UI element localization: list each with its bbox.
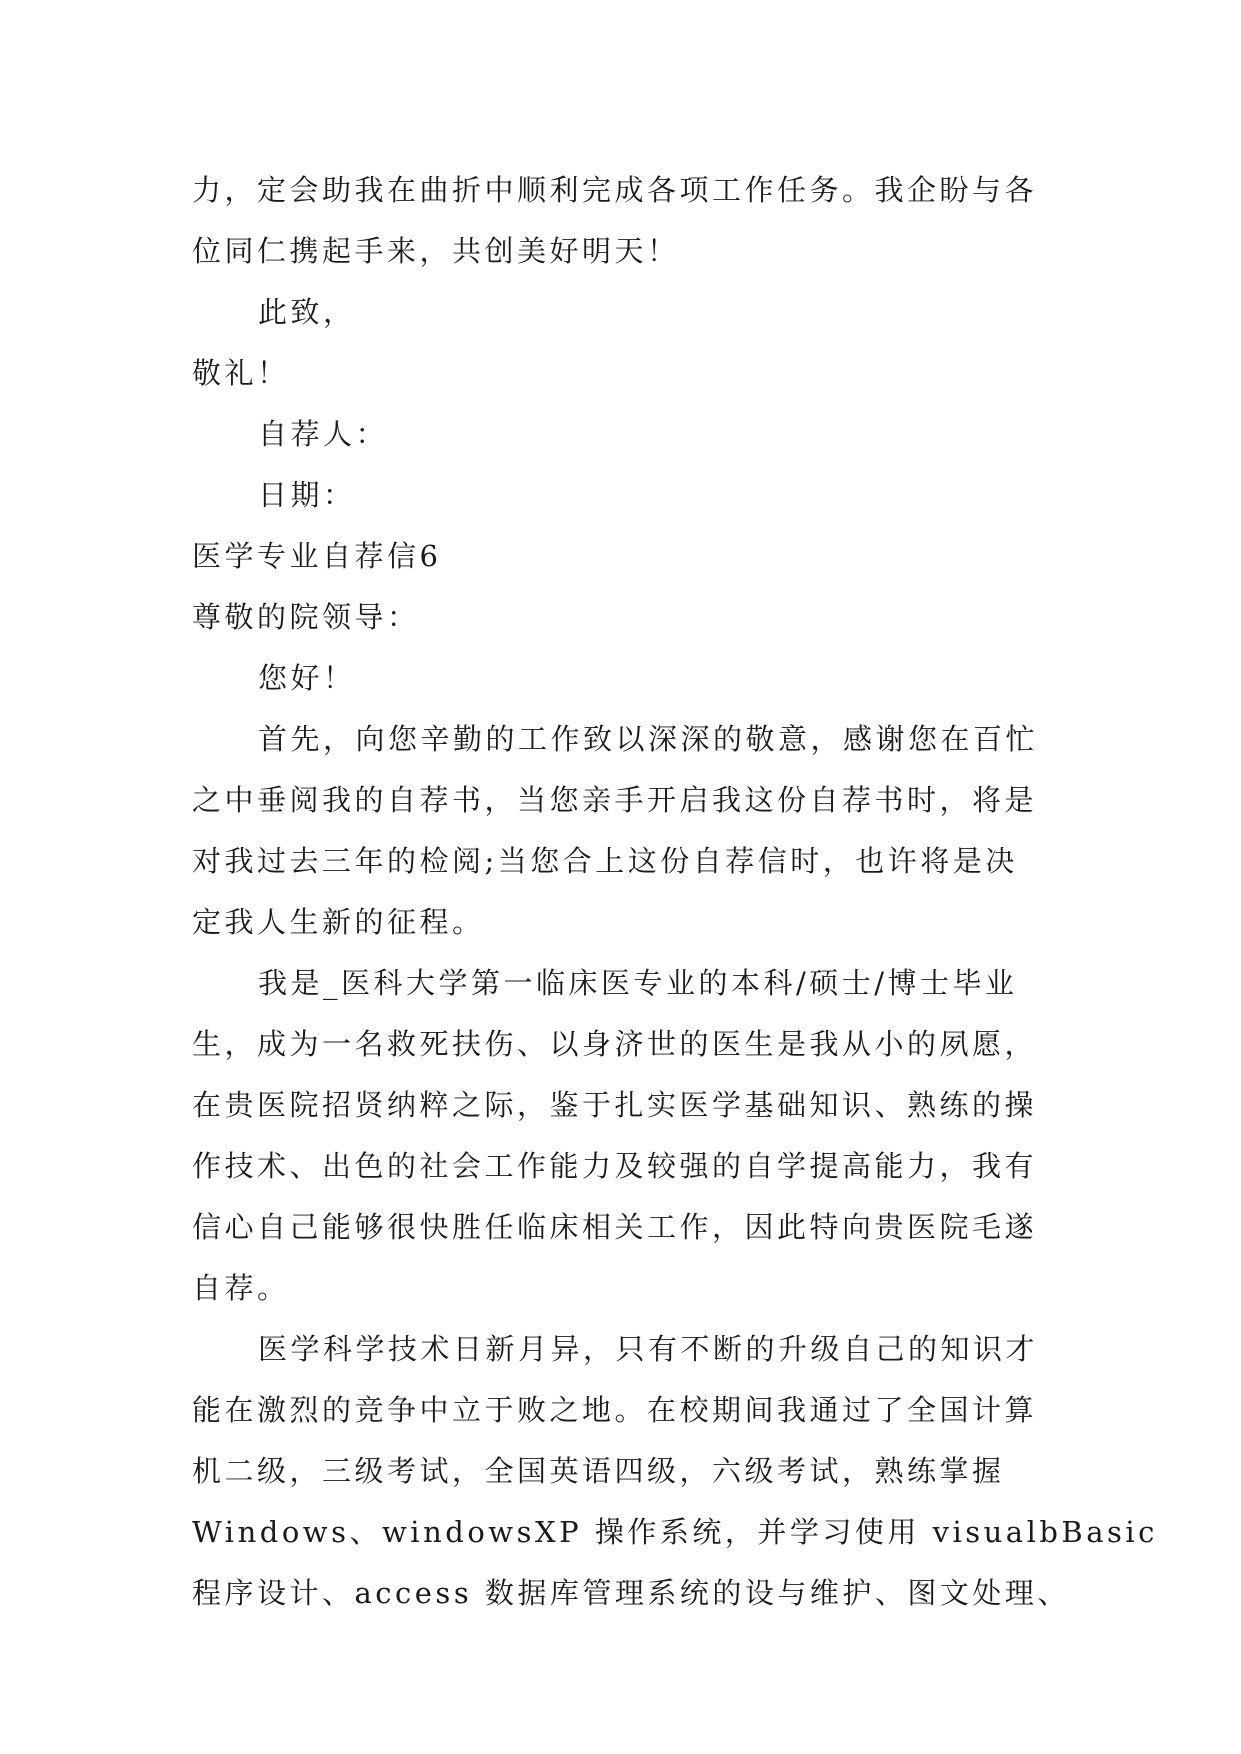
text-line: 自荐。 — [192, 1271, 290, 1305]
letter-body — [192, 160, 1158, 1624]
text-line: 能在激烈的竞争中立于败之地。在校期间我通过了全国计算 — [192, 1393, 1038, 1427]
text-line: 首先，向您辛勤的工作致以深深的敬意，感谢您在百忙 — [258, 722, 1039, 756]
text-line: 医学科学技术日新月异，只有不断的升级自己的知识才 — [258, 1332, 1039, 1366]
date-label: 日期： — [258, 478, 356, 512]
closing-respect: 敬礼！ — [192, 356, 290, 390]
text-line: 机二级，三级考试，全国英语四级，六级考试，熟练掌握 — [192, 1454, 1005, 1488]
greeting: 您好！ — [258, 661, 356, 695]
greeting-recipient: 尊敬的院领导： — [192, 600, 420, 634]
text-line: 位同仁携起手来，共创美好明天！ — [192, 234, 680, 268]
closing-salutation: 此致， — [258, 295, 356, 329]
text-line: 程序设计、access 数据库管理系统的设与维护、图文处理、 — [192, 1576, 1070, 1610]
text-line: 之中垂阅我的自荐书，当您亲手开启我这份自荐书时，将是 — [192, 783, 1038, 817]
text-line: Windows、windowsXP 操作系统，并学习使用 visualbBasic — [192, 1515, 1158, 1549]
text-line: 信心自己能够很快胜任临床相关工作，因此特向贵医院毛遂 — [192, 1210, 1038, 1244]
text-line: 定我人生新的征程。 — [192, 905, 485, 939]
text-line: 我是_医科大学第一临床医专业的本科/硕士/博士毕业 — [258, 966, 1018, 1000]
text-line: 作技术、出色的社会工作能力及较强的自学提高能力，我有 — [192, 1149, 1038, 1183]
text-line: 对我过去三年的检阅;当您合上这份自荐信时，也许将是决 — [192, 844, 1018, 878]
section-title: 医学专业自荐信6 — [192, 539, 442, 573]
text-line: 在贵医院招贤纳粹之际，鉴于扎实医学基础知识、熟练的操 — [192, 1088, 1038, 1122]
text-line: 生，成为一名救死扶伤、以身济世的医生是我从小的夙愿， — [192, 1027, 1038, 1061]
text-line: 力，定会助我在曲折中顺利完成各项工作任务。我企盼与各 — [192, 173, 1038, 207]
signature-label: 自荐人： — [258, 417, 389, 451]
